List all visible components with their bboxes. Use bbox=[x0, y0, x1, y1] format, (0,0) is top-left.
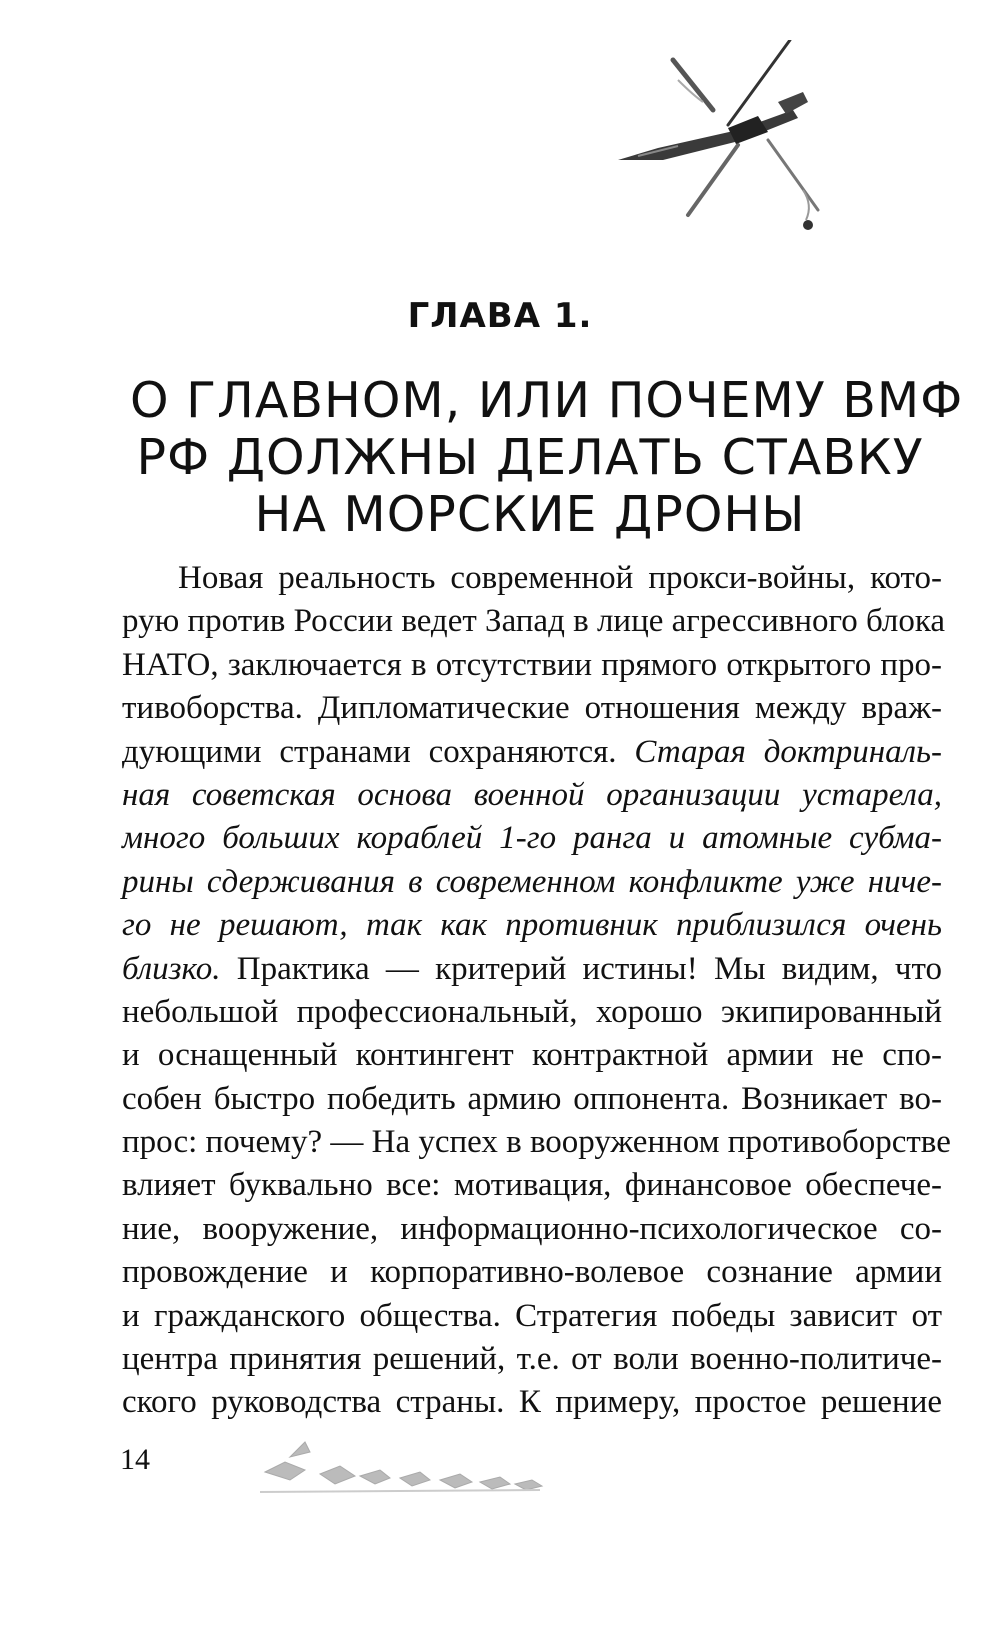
chapter-title-line: О ГЛАВНОМ, ИЛИ ПОЧЕМУ ВМФ bbox=[130, 372, 964, 429]
drone-sketch-icon bbox=[618, 40, 848, 245]
text-segment: НАТО, заключается в отсутствии прямого открытого про- bbox=[122, 646, 942, 683]
chapter-title-line: РФ ДОЛЖНЫ ДЕЛАТЬ СТАВКУ bbox=[136, 429, 924, 486]
chapter-label: ГЛАВА 1. bbox=[407, 296, 593, 336]
italic-text: ная советская основа военной организации устарела, bbox=[122, 776, 942, 813]
text-line bbox=[122, 731, 942, 774]
italic-text: близко. bbox=[122, 950, 221, 987]
text-line bbox=[122, 817, 942, 860]
text-line bbox=[122, 1164, 942, 1207]
text-line bbox=[122, 948, 942, 991]
text-segment: прос: почему? — На успех в вооруженном противоборстве bbox=[122, 1124, 951, 1161]
italic-text: Старая доктриналь- bbox=[634, 733, 942, 770]
text-segment: и гражданского общества. Стратегия победы зависит от bbox=[122, 1297, 942, 1334]
text-segment: собен быстро победить армию оппонента. Возникает во- bbox=[122, 1080, 942, 1117]
drone-squadron-sketch-icon bbox=[260, 1432, 550, 1502]
text-line bbox=[122, 600, 946, 643]
text-segment: Практика — критерий истины! Мы видим, что bbox=[220, 950, 942, 987]
text-segment: тивоборства. Дипломатические отношения между враж- bbox=[122, 690, 942, 727]
text-line bbox=[122, 904, 942, 947]
text-segment: центра принятия решений, т.е. от воли военно-политиче- bbox=[122, 1341, 942, 1378]
text-segment: влияет буквально все: мотивация, финансовое обеспече- bbox=[122, 1167, 942, 1204]
text-line bbox=[122, 687, 942, 730]
text-line bbox=[122, 1295, 942, 1338]
text-line bbox=[122, 1121, 951, 1164]
chapter-title bbox=[130, 372, 964, 543]
text-segment: ского руководства страны. К примеру, простое решение bbox=[122, 1384, 942, 1421]
chapter-title-line: НА МОРСКИЕ ДРОНЫ bbox=[254, 486, 806, 543]
text-line bbox=[122, 557, 942, 600]
italic-text: го не решают, так как противник приблизился очень bbox=[122, 907, 942, 944]
text-line bbox=[122, 1208, 942, 1251]
text-line bbox=[122, 1078, 942, 1121]
text-line bbox=[122, 1338, 942, 1381]
text-segment: и оснащенный контингент контрактной армии не спо- bbox=[122, 1037, 942, 1074]
text-segment: Новая реальность современной прокси-войны, кото- bbox=[178, 560, 942, 596]
text-segment: небольшой профессиональный, хорошо экипированный bbox=[122, 993, 942, 1030]
text-line bbox=[122, 644, 942, 687]
text-line bbox=[122, 774, 942, 817]
text-line bbox=[122, 1034, 942, 1077]
text-segment: дующими странами сохраняются. bbox=[122, 733, 635, 770]
body-paragraph bbox=[122, 557, 951, 1425]
page-number: 14 bbox=[120, 1443, 150, 1476]
italic-text: рины сдерживания в современном конфликте уже ниче- bbox=[122, 863, 942, 900]
text-line bbox=[122, 1251, 942, 1294]
text-line bbox=[122, 991, 942, 1034]
text-line bbox=[122, 1381, 942, 1424]
text-segment: ние, вооружение, информационно-психологическое со- bbox=[122, 1210, 942, 1247]
text-line bbox=[122, 861, 942, 904]
italic-text: много больших кораблей 1-го ранга и атомные субма- bbox=[122, 820, 942, 857]
text-segment: рую против России ведет Запад в лице агрессивного блока bbox=[122, 603, 946, 640]
text-segment: провождение и корпоративно-волевое сознание армии bbox=[122, 1254, 942, 1291]
